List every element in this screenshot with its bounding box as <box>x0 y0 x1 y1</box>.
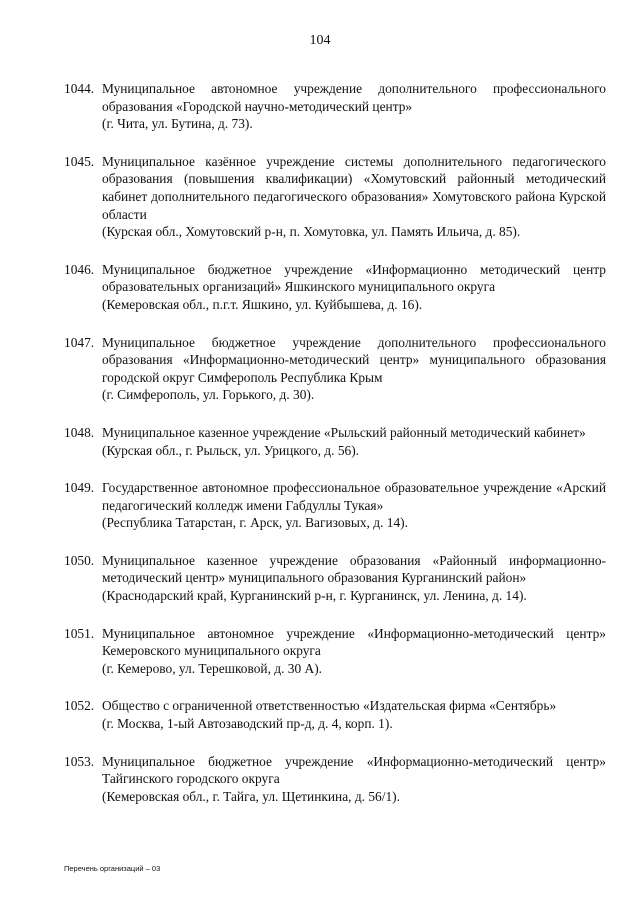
organization-address: (Курская обл., г. Рыльск, ул. Урицкого, д. 56). <box>102 442 360 458</box>
list-item <box>64 552 606 605</box>
organization-address: (г. Симферополь, ул. Горького, д. 30). <box>102 387 315 403</box>
organization-name: Муниципальное бюджетное учреждение «Информационно методический центр образовательных организаций» Яшкинского муниципального округа <box>102 261 606 295</box>
list-item <box>64 261 606 314</box>
entry-number: 1049. <box>64 480 95 496</box>
list-item <box>64 625 606 678</box>
organization-name: Муниципальное казенное учреждение образования «Районный информационно-методический центр» муниципального образования Курганинский район» <box>102 552 606 586</box>
organization-address: (Кемеровская обл., п.г.т. Яшкино, ул. Куйбышева, д. 16). <box>102 296 423 312</box>
page-footer: Перечень организаций – 03 <box>64 864 161 873</box>
list-item <box>64 334 606 404</box>
organization-address: (Республика Татарстан, г. Арск, ул. Вагизовых, д. 14). <box>102 515 408 531</box>
organization-name: Государственное автономное профессиональное образовательное учреждение «Арский педагогический колледж имени Габдуллы Тукая» <box>102 480 606 513</box>
organization-name: Муниципальное бюджетное учреждение «Информационно-методический центр» Тайгинского городского округа <box>102 753 606 787</box>
organization-name: Общество с ограниченной ответственностью «Издательская фирма «Сентябрь» <box>102 698 557 714</box>
list-item <box>64 424 606 459</box>
entry-number: 1044. <box>64 81 95 96</box>
organization-name: Муниципальное бюджетное учреждение дополнительного профессионального образования «Информационно-методический центр» муниципального образования городской округ Симферополь Республика Крым <box>102 334 606 385</box>
organization-name: Муниципальное казенное учреждение «Рыльский районный методический кабинет» <box>102 424 586 440</box>
entry-number: 1051. <box>64 625 95 641</box>
entry-number: 1047. <box>64 334 95 350</box>
entry-number: 1050. <box>64 552 95 568</box>
organization-list <box>64 80 606 825</box>
list-item <box>64 697 606 732</box>
organization-address: (Краснодарский край, Курганинский р-н, г. Курганинск, ул. Ленина, д. 14). <box>102 588 527 604</box>
entry-number: 1048. <box>64 424 95 440</box>
list-item <box>64 753 606 806</box>
organization-address: (Кемеровская обл., г. Тайга, ул. Щетинкина, д. 56/1). <box>102 788 400 804</box>
entry-number: 1045. <box>64 153 95 169</box>
organization-address: (Курская обл., Хомутовский р-н, п. Хомутовка, ул. Память Ильича, д. 85). <box>102 224 521 240</box>
organization-address: (г. Кемерово, ул. Терешковой, д. 30 А). <box>102 660 323 676</box>
organization-name: Муниципальное автономное учреждение «Информационно-методический центр» Кемеровского муниципального округа <box>102 625 606 659</box>
organization-name: Муниципальное казённое учреждение системы дополнительного педагогического образования (повышения квалификации) «Хомутовский районный методический кабинет дополнительного педагогического образования» Хомутовского района Курской области <box>102 153 606 222</box>
organization-name: Муниципальное автономное учреждение дополнительного профессионального образования «Городской научно-методический центр» <box>102 81 606 114</box>
list-item <box>64 80 606 133</box>
entry-number: 1052. <box>64 698 95 714</box>
list-item <box>64 153 606 241</box>
page-number: 104 <box>309 33 331 48</box>
organization-address: (г. Чита, ул. Бутина, д. 73). <box>102 116 253 132</box>
entry-number: 1053. <box>64 753 95 769</box>
list-item <box>64 479 606 532</box>
organization-address: (г. Москва, 1-ый Автозаводский пр-д, д. 4, корп. 1). <box>102 716 393 732</box>
entry-number: 1046. <box>64 261 95 277</box>
